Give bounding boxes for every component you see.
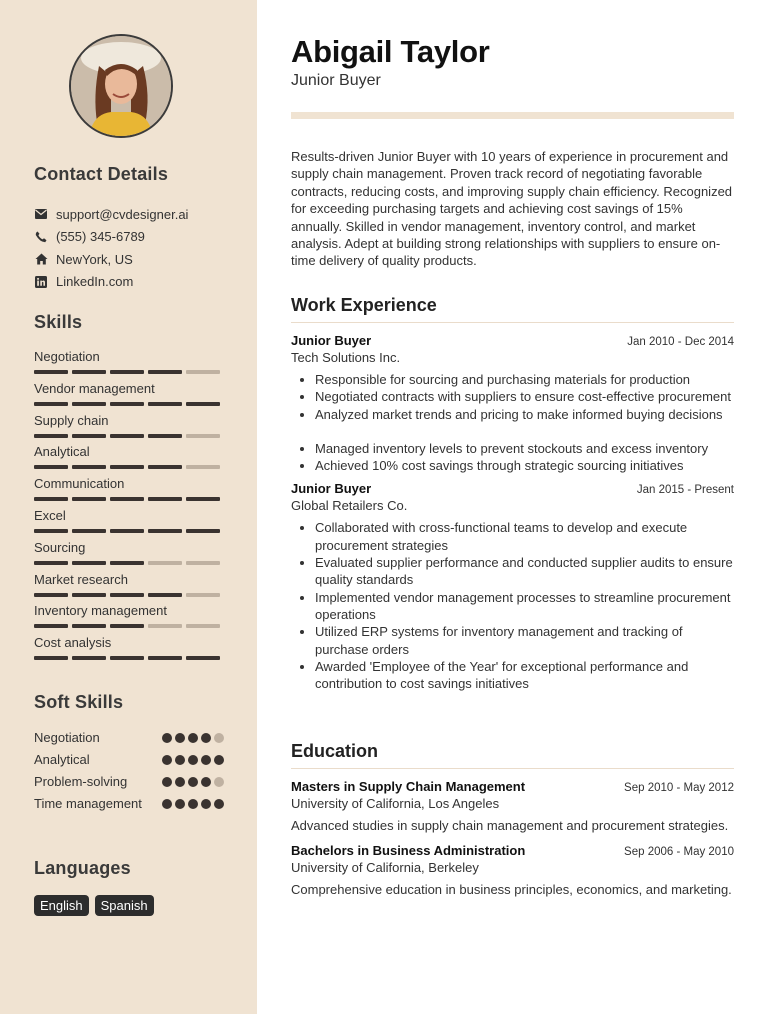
soft-skill-item (34, 751, 224, 773)
skill-item (34, 349, 224, 381)
skill-level-bar (34, 434, 224, 438)
rating-dot (162, 777, 172, 787)
skill-level-segment (34, 593, 68, 597)
skill-item (34, 635, 224, 667)
skill-level-segment (186, 465, 220, 469)
skill-level-segment (110, 497, 144, 501)
skill-level-segment (72, 370, 106, 374)
skill-level-segment (148, 529, 182, 533)
job-title: Junior Buyer (291, 333, 372, 348)
contact-linkedin[interactable] (34, 271, 234, 294)
job-entry (291, 333, 734, 474)
skill-level-bar (34, 465, 224, 469)
skill-level-segment (110, 370, 144, 374)
job-bullet: • Evaluated supplier performance and conducted supplier audits to ensure quality standards (315, 554, 734, 589)
contact-heading: Contact Details (34, 164, 169, 184)
education-description: Comprehensive education in business principles, economics, and marketing. (291, 882, 732, 898)
languages-list (34, 895, 234, 916)
skill-level-segment (186, 529, 220, 533)
skill-item (34, 572, 224, 604)
rating-dot (175, 777, 185, 787)
language-badge: Spanish (95, 895, 154, 916)
skill-level-bar (34, 561, 224, 565)
school-name: University of California, Los Angeles (291, 796, 500, 811)
job-bullets (291, 371, 734, 474)
soft-skill-name: Problem-solving (34, 774, 128, 789)
skill-level-segment (34, 656, 68, 660)
skill-name: Cost analysis (34, 635, 112, 651)
education-entry (291, 843, 734, 898)
skill-level-segment (148, 656, 182, 660)
contact-phone[interactable] (34, 226, 234, 249)
language-badge: English (34, 895, 89, 916)
skill-level-segment (186, 593, 220, 597)
skill-level-segment (110, 624, 144, 628)
skill-level-segment (148, 561, 182, 565)
languages-section (34, 858, 234, 916)
skill-item (34, 508, 224, 540)
skill-level-bar (34, 370, 224, 374)
envelope-icon (34, 207, 48, 221)
rating-dot (175, 733, 185, 743)
soft-skill-name: Time management (34, 796, 142, 811)
skill-level-segment (148, 593, 182, 597)
education-heading: Education (291, 741, 734, 769)
rating-dot (162, 755, 172, 765)
profile-summary: Results-driven Junior Buyer with 10 years of experience in procurement and supply chain management. Proven track record of negotiating favorable contracts, reducing costs, and improving supply chain efficiency. Recognized for exceeding purchasing targets and achieving cost savings of 15% annually. Skilled in vendor management, inventory control, and market analysis. Adept at building strong relationships with suppliers to ensure on-time delivery of quality products. (291, 149, 733, 269)
skill-level-segment (72, 497, 106, 501)
skill-level-segment (110, 434, 144, 438)
skill-level-bar (34, 497, 224, 501)
skill-name: Vendor management (34, 380, 155, 396)
skill-level-segment (186, 561, 220, 565)
contact-linkedin-text: LinkedIn.com (56, 274, 134, 290)
soft-skill-rating (162, 799, 224, 809)
linkedin-icon (34, 275, 48, 289)
skill-item (34, 381, 224, 413)
skill-item (34, 444, 224, 476)
job-date: Jan 2015 - Present (636, 484, 734, 497)
skill-level-segment (34, 434, 68, 438)
skill-level-segment (110, 561, 144, 565)
job-bullet: • Utilized ERP systems for inventory management and tracking of purchase orders (315, 623, 734, 658)
rating-dot (188, 755, 198, 765)
skill-level-segment (34, 529, 68, 533)
work-experience-section (291, 295, 734, 692)
profile-photo (69, 34, 173, 138)
skill-level-segment (186, 402, 220, 406)
skill-level-segment (34, 465, 68, 469)
candidate-name: Abigail Taylor (291, 34, 490, 69)
skills-list (34, 349, 224, 667)
contact-phone-text: (555) 345-6789 (56, 229, 145, 245)
candidate-role: Junior Buyer (291, 72, 381, 89)
skill-name: Analytical (34, 444, 90, 460)
contact-section (34, 164, 234, 293)
rating-dot (162, 733, 172, 743)
soft-skill-name: Negotiation (34, 730, 100, 745)
home-icon (34, 252, 48, 266)
skill-level-segment (110, 402, 144, 406)
rating-dot (214, 799, 224, 809)
soft-skill-item (34, 729, 224, 751)
skill-level-segment (148, 465, 182, 469)
soft-skill-item (34, 773, 224, 795)
rating-dot (201, 755, 211, 765)
job-company: Tech Solutions Inc. (291, 350, 401, 365)
job-bullet: • Implemented vendor management processes to streamline procurement operations (315, 589, 734, 624)
soft-skill-item (34, 795, 224, 817)
skill-name: Excel (34, 507, 66, 523)
skill-level-segment (72, 529, 106, 533)
skill-name: Inventory management (34, 603, 167, 619)
skill-level-segment (34, 624, 68, 628)
job-bullet: • Negotiated contracts with suppliers to ensure cost-effective procurement (315, 388, 734, 405)
skill-level-segment (110, 465, 144, 469)
degree-title: Masters in Supply Chain Management (291, 779, 526, 794)
rating-dot (201, 799, 211, 809)
skill-level-segment (148, 402, 182, 406)
skills-heading: Skills (34, 312, 83, 332)
skill-name: Sourcing (34, 539, 86, 555)
soft-skill-rating (162, 733, 224, 743)
skill-level-segment (148, 497, 182, 501)
job-bullet: • Analyzed market trends and pricing to make informed buying decisions (315, 406, 734, 423)
skill-level-segment (148, 624, 182, 628)
job-company: Global Retailers Co. (291, 498, 408, 514)
work-experience-heading: Work Experience (291, 295, 734, 323)
rating-dot (162, 799, 172, 809)
job-bullet: • Managed inventory levels to prevent stockouts and excess inventory (315, 440, 734, 457)
education-description: Advanced studies in supply chain management and procurement strategies. (291, 818, 729, 833)
portrait-image (71, 36, 171, 136)
job-bullets (291, 519, 734, 692)
soft-skill-rating (162, 755, 224, 765)
rating-dot (214, 733, 224, 743)
job-bullet: • Collaborated with cross-functional teams to develop and execute procurement strategies (315, 519, 734, 554)
skill-level-segment (72, 465, 106, 469)
rating-dot (188, 733, 198, 743)
skill-level-segment (110, 529, 144, 533)
skill-level-segment (186, 497, 220, 501)
skill-level-segment (148, 434, 182, 438)
contact-location (34, 248, 234, 271)
job-bullet: • Achieved 10% cost savings through strategic sourcing initiatives (315, 457, 734, 474)
degree-title: Bachelors in Business Administration (291, 843, 526, 859)
skill-level-segment (34, 370, 68, 374)
skill-level-segment (72, 656, 106, 660)
skill-level-segment (110, 593, 144, 597)
soft-skill-name: Analytical (34, 752, 90, 767)
skill-level-segment (72, 593, 106, 597)
skill-level-segment (72, 402, 106, 406)
soft-skill-rating (162, 777, 224, 787)
skill-name: Market research (34, 571, 128, 587)
skill-level-segment (110, 656, 144, 660)
skill-item (34, 603, 224, 635)
skill-level-segment (34, 497, 68, 501)
education-section (291, 741, 734, 899)
languages-heading: Languages (34, 858, 131, 878)
contact-email[interactable] (34, 203, 234, 226)
skill-level-segment (72, 624, 106, 628)
rating-dot (201, 733, 211, 743)
school-name: University of California, Berkeley (291, 860, 479, 876)
skill-name: Supply chain (34, 412, 109, 428)
contact-email-text: support@cvdesigner.ai (56, 206, 189, 222)
skill-level-bar (34, 529, 224, 533)
skill-level-segment (34, 561, 68, 565)
skill-level-bar (34, 624, 224, 628)
education-date: Sep 2006 - May 2010 (624, 846, 734, 859)
skill-level-segment (186, 434, 220, 438)
skill-level-segment (186, 656, 220, 660)
skill-name: Negotiation (34, 349, 100, 364)
job-bullet: • Responsible for sourcing and purchasing materials for production (315, 371, 734, 388)
skill-level-segment (186, 624, 220, 628)
skill-item (34, 413, 224, 445)
skill-item (34, 476, 224, 508)
skill-level-segment (72, 561, 106, 565)
phone-icon (34, 230, 48, 244)
skill-level-segment (72, 434, 106, 438)
rating-dot (188, 777, 198, 787)
soft-skills-list (34, 729, 224, 817)
job-bullet: • Awarded 'Employee of the Year' for exceptional performance and contribution to cost savings initiatives (315, 658, 734, 693)
skill-name: Communication (34, 476, 125, 492)
rating-dot (188, 799, 198, 809)
education-date: Sep 2010 - May 2012 (624, 782, 734, 794)
skill-item (34, 540, 224, 572)
job-entry (291, 481, 734, 692)
rating-dot (175, 799, 185, 809)
rating-dot (214, 755, 224, 765)
contact-list (34, 203, 234, 293)
rating-dot (201, 777, 211, 787)
job-date: Jan 2010 - Dec 2014 (627, 336, 734, 348)
soft-skills-heading: Soft Skills (34, 692, 124, 712)
sidebar (0, 0, 257, 1014)
skill-level-segment (34, 402, 68, 406)
main-content (257, 0, 768, 1014)
rating-dot (214, 777, 224, 787)
rating-dot (175, 755, 185, 765)
skill-level-bar (34, 593, 224, 597)
job-title: Junior Buyer (291, 481, 372, 497)
contact-location-text: NewYork, US (56, 251, 133, 267)
header-divider (291, 112, 734, 119)
education-entry (291, 779, 734, 834)
skills-section (34, 312, 224, 667)
skill-level-segment (148, 370, 182, 374)
skill-level-bar (34, 656, 224, 660)
skill-level-segment (186, 370, 220, 374)
soft-skills-section (34, 692, 224, 817)
skill-level-bar (34, 402, 224, 406)
